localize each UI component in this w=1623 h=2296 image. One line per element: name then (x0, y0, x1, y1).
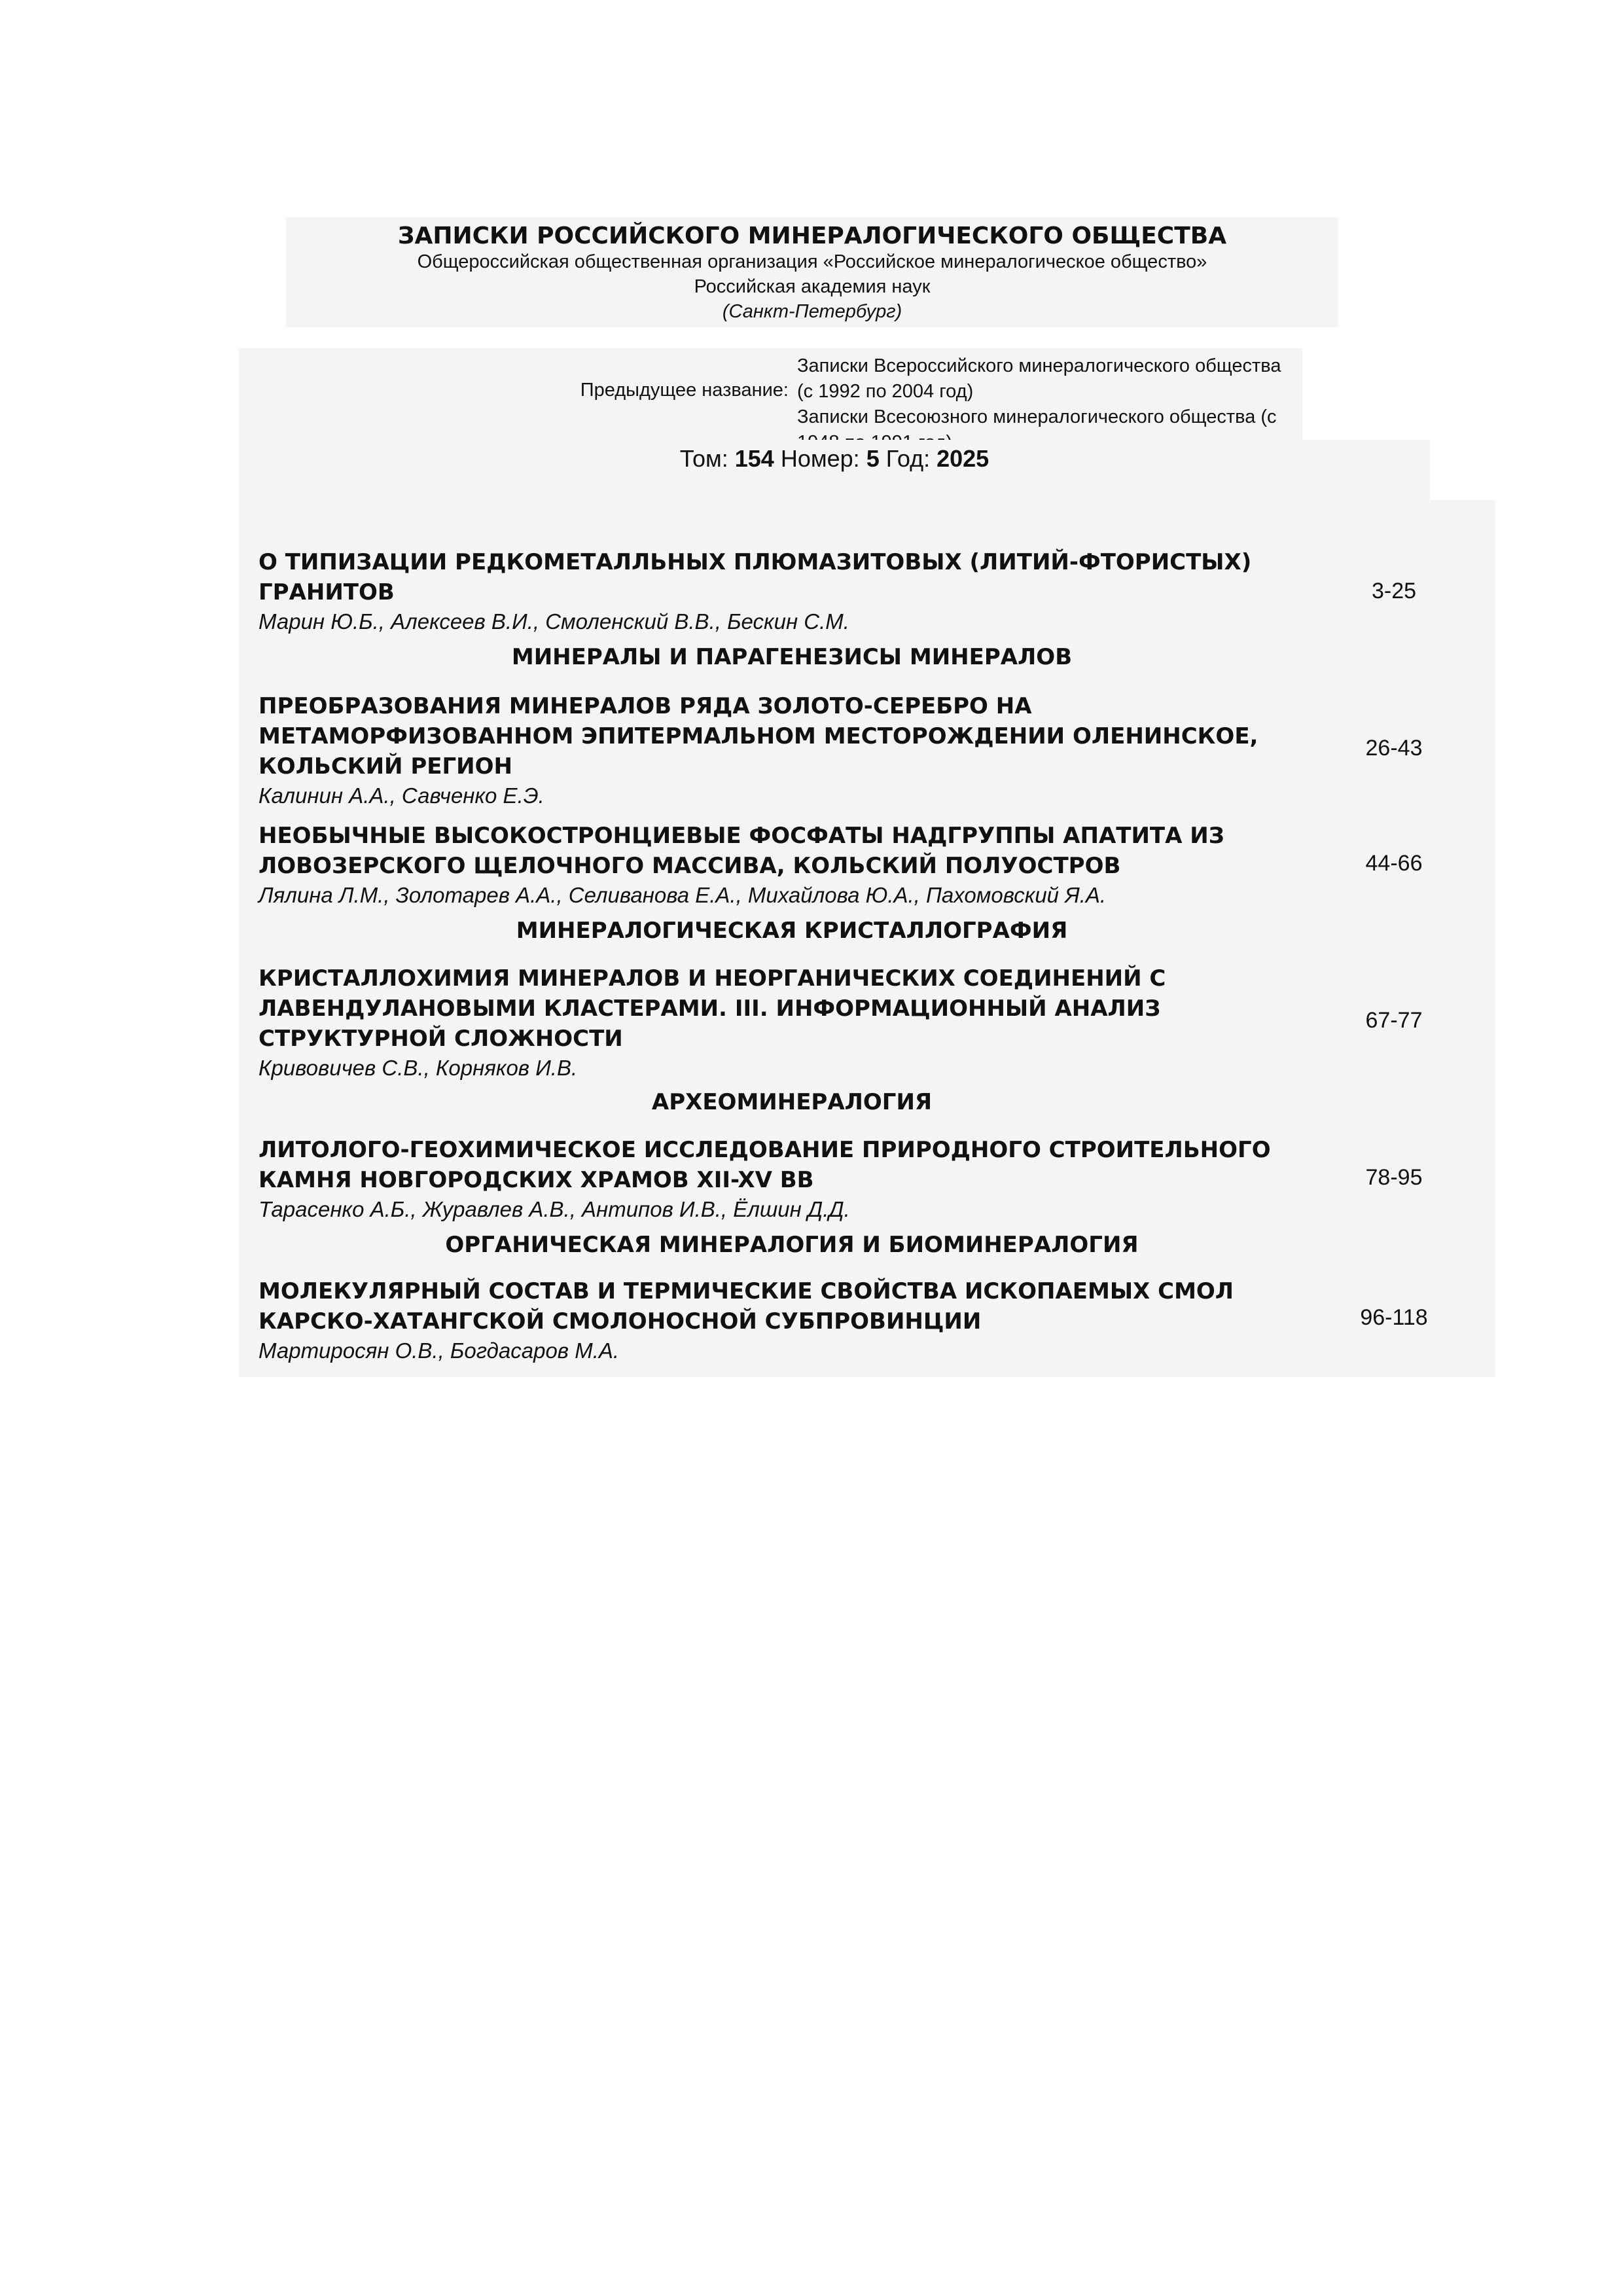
article-title-line: ЛАВЕНДУЛАНОВЫМИ КЛАСТЕРАМИ. III. ИНФОРМАЦИОННЫЙ АНАЛИЗ (259, 996, 1161, 1022)
volume-label: Том: (679, 445, 728, 472)
article-entry[interactable] (259, 1276, 1358, 1365)
number-label: Номер: (780, 445, 860, 472)
article-pages: 3-25 (1371, 579, 1417, 603)
article-title-line: МОЛЕКУЛЯРНЫЙ СОСТАВ И ТЕРМИЧЕСКИЕ СВОЙСТВА ИСКОПАЕМЫХ СМОЛ (259, 1278, 1234, 1304)
article-pages: 96-118 (1360, 1305, 1428, 1330)
article-authors: Марин Ю.Б., Алексеев В.И., Смоленский В.В., Бескин С.М. (259, 609, 849, 634)
journal-organization: Общероссийская общественная организация «Российское минералогическое общество» (417, 251, 1207, 272)
journal-header (286, 217, 1338, 327)
article-entry[interactable] (259, 1135, 1358, 1224)
previous-names-block (239, 348, 1302, 440)
article-authors: Тарасенко А.Б., Журавлев А.В., Антипов И.В., Ёлшин Д.Д. (259, 1197, 850, 1221)
article-title-line: КАРСКО-ХАТАНГСКОЙ СМОЛОНОСНОЙ СУБПРОВИНЦИИ (259, 1308, 982, 1335)
article-pages: 44-66 (1365, 851, 1423, 876)
article-pages: 67-77 (1365, 1008, 1423, 1033)
year-value: 2025 (936, 445, 990, 472)
article-title-line: СТРУКТУРНОЙ СЛОЖНОСТИ (259, 1026, 623, 1052)
article-entry[interactable] (259, 821, 1358, 910)
article-title-line: КОЛЬСКИЙ РЕГИОН (259, 753, 512, 780)
article-title[interactable] (259, 821, 1358, 881)
previous-name: Записки Всероссийского минералогического общества (с 1992 по 2004 год) (797, 355, 1281, 402)
article-authors: Калинин А.А., Савченко Е.Э. (259, 783, 544, 808)
article-entry[interactable] (259, 691, 1358, 810)
article-authors: Кривовичев С.В., Корняков И.В. (259, 1056, 578, 1080)
article-title[interactable] (259, 1276, 1358, 1336)
article-title-line: КАМНЯ НОВГОРОДСКИХ ХРАМОВ XII-XV ВВ (259, 1167, 814, 1193)
article-authors: Мартиросян О.В., Богдасаров М.А. (259, 1338, 620, 1363)
article-title-line: О ТИПИЗАЦИИ РЕДКОМЕТАЛЛЬНЫХ ПЛЮМАЗИТОВЫХ (ЛИТИЙ-ФТОРИСТЫХ) (259, 549, 1252, 575)
section-heading: АРХЕОМИНЕРАЛОГИЯ (651, 1089, 933, 1115)
section-heading: ОРГАНИЧЕСКАЯ МИНЕРАЛОГИЯ И БИОМИНЕРАЛОГИЯ (445, 1232, 1139, 1258)
volume-value: 154 (734, 445, 774, 472)
number-value: 5 (866, 445, 880, 472)
article-title[interactable] (259, 547, 1358, 607)
article-title-line: КРИСТАЛЛОХИМИЯ МИНЕРАЛОВ И НЕОРГАНИЧЕСКИХ СОЕДИНЕНИЙ С (259, 965, 1166, 992)
article-pages: 78-95 (1365, 1165, 1423, 1190)
article-entry[interactable] (259, 963, 1358, 1083)
article-title-line: МЕТАМОРФИЗОВАННОМ ЭПИТЕРМАЛЬНОМ МЕСТОРОЖДЕНИИ ОЛЕНИНСКОЕ, (259, 723, 1258, 749)
issue-info (239, 440, 1430, 500)
article-entry[interactable] (259, 547, 1358, 636)
journal-title: ЗАПИСКИ РОССИЙСКОГО МИНЕРАЛОГИЧЕСКОГО ОБЩЕСТВА (397, 223, 1227, 249)
article-title[interactable] (259, 691, 1358, 781)
previous-name: Записки Всесоюзного минералогического общества (с (797, 406, 1277, 427)
section-heading: МИНЕРАЛЫ И ПАРАГЕНЕЗИСЫ МИНЕРАЛОВ (511, 644, 1073, 670)
article-title[interactable] (259, 1135, 1358, 1195)
journal-city: (Санкт-Петербург) (722, 301, 902, 322)
article-title-line: ГРАНИТОВ (259, 579, 395, 605)
section-heading: МИНЕРАЛОГИЧЕСКАЯ КРИСТАЛЛОГРАФИЯ (516, 918, 1068, 944)
year-label: Год: (885, 445, 931, 472)
article-title[interactable] (259, 963, 1358, 1054)
article-authors: Лялина Л.М., Золотарев А.А., Селиванова Е.А., Михайлова Ю.А., Пахомовский Я.А. (259, 883, 1107, 907)
journal-academy: Российская академия наук (694, 276, 931, 297)
article-title-line: ЛОВОЗЕРСКОГО ЩЕЛОЧНОГО МАССИВА, КОЛЬСКИЙ ПОЛУОСТРОВ (259, 853, 1121, 879)
article-title-line: НЕОБЫЧНЫЕ ВЫСОКОСТРОНЦИЕВЫЕ ФОСФАТЫ НАДГРУППЫ АПАТИТА ИЗ (259, 823, 1224, 849)
article-pages: 26-43 (1365, 736, 1423, 761)
previous-names-label: Предыдущее название: (580, 380, 789, 401)
table-of-contents (239, 500, 1495, 1377)
issue-row (239, 445, 1430, 473)
article-title-line: ПРЕОБРАЗОВАНИЯ МИНЕРАЛОВ РЯДА ЗОЛОТО-СЕРЕБРО НА (259, 693, 1032, 719)
article-title-line: ЛИТОЛОГО-ГЕОХИМИЧЕСКОЕ ИССЛЕДОВАНИЕ ПРИРОДНОГО СТРОИТЕЛЬНОГО (259, 1137, 1271, 1163)
